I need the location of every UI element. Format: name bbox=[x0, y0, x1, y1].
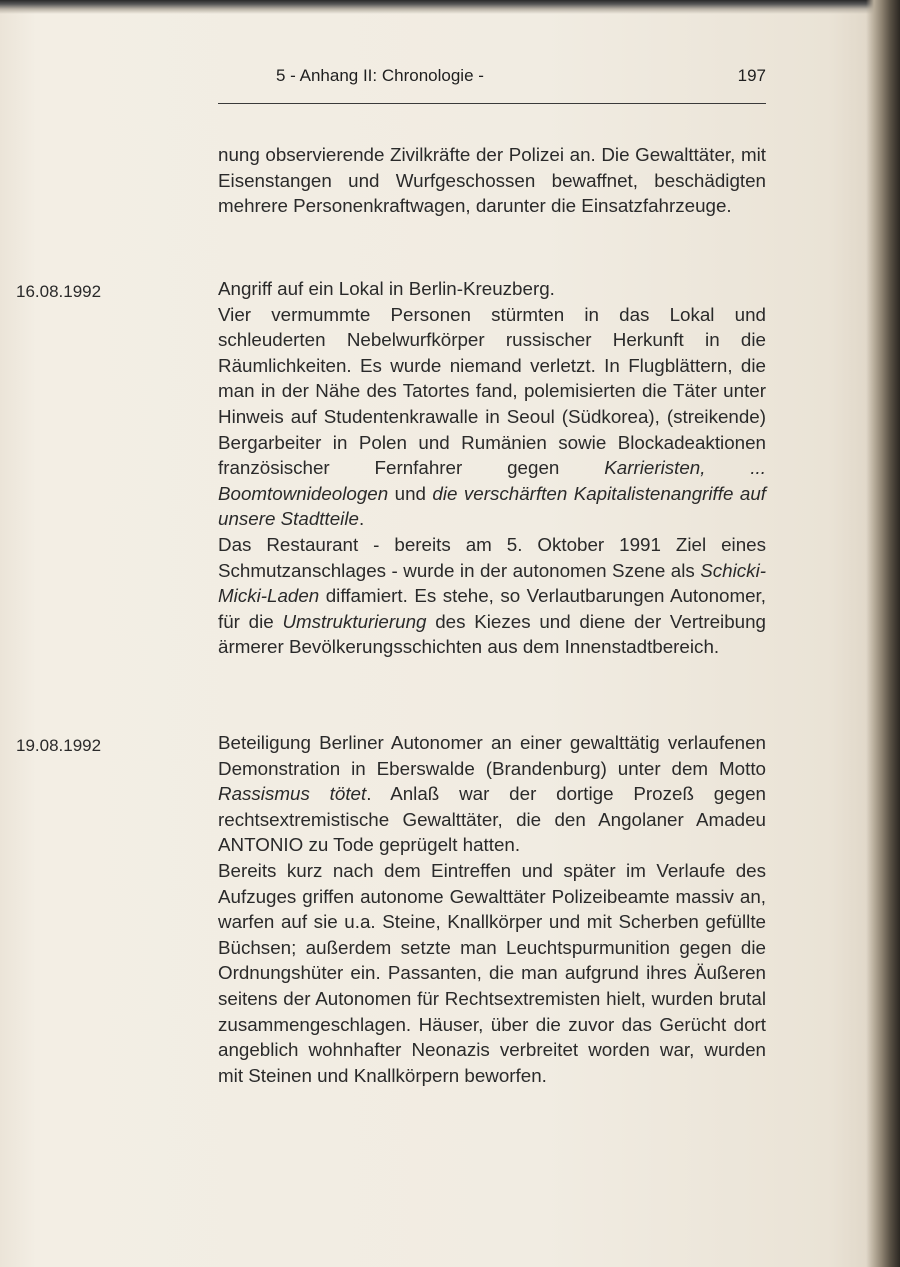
text-span: Beteiligung Berliner Autonomer an einer gewalttätig verlaufenen Demonstration in Eberswalde (Brandenburg) unter dem Motto bbox=[218, 732, 766, 779]
text-span: Vier vermummte Personen stürmten in das Lokal und schleuderten Nebelwurfkörper russischer Herkunft in die Räumlichkeiten. Es wurde niemand verletzt. In Flugblättern, die man in der Nähe des Tatortes fand, polemisierten die Täter unter Hinweis auf Studentenkrawalle in Seoul (Südkorea), (streikende) Bergarbeiter in Polen und Rumänien sowie Blockadeaktionen französischer Fernfahrer gegen bbox=[218, 303, 766, 479]
entry-paragraph: Bereits kurz nach dem Eintreffen und später im Verlaufe des Aufzuges griffen autonome Gewalttäter Polizeibeamte massiv an, warfen auf sie u.a. Steine, Knallkörper und mit Scherben gefüllte Büchsen; außerdem setzte man Leuchtspurmunition gegen die Ordnungshüter ein. Passanten, die man aufgrund ihres Äußeren seitens der Autonomen für Rechtsextremisten hielt, wurden brutal zusammengeschlagen. Häuser, über die zuvor das Gerücht dort angeblich wohnhafter Neonazis verbreitet worden war, wurden mit Steinen und Knallkörpern beworfen. bbox=[218, 859, 766, 1086]
italic-quote: Karrieristen, ... Boomtownideologen bbox=[218, 457, 766, 504]
page-top-shadow bbox=[0, 0, 900, 14]
running-header bbox=[218, 60, 766, 92]
entry-date: 19.08.1992 bbox=[16, 736, 102, 755]
header-title: 5 - Anhang II: Chronologie - bbox=[276, 66, 484, 85]
text-span: diffamiert. Es stehe, so Verlautbarungen Autonomer, für die bbox=[218, 585, 766, 632]
italic-quote: Umstrukturierung bbox=[282, 610, 427, 632]
entry-body bbox=[218, 276, 766, 660]
italic-quote: Rassismus tötet bbox=[218, 783, 367, 805]
continuation-block bbox=[218, 142, 766, 219]
entry-date: 16.08.1992 bbox=[16, 282, 102, 301]
entry-paragraph bbox=[218, 532, 766, 660]
italic-quote: die verschärften Kapitalistenangriffe auf unsere Stadtteile bbox=[218, 482, 766, 530]
text-span: . Anlaß war der dortige Prozeß gegen rechtsextremistische Gewalttäter, die den Angolaner Amadeu ANTONIO zu Tode geprügelt hatten. bbox=[218, 783, 766, 856]
entry-paragraph bbox=[218, 730, 766, 858]
entry-paragraph: Angriff auf ein Lokal in Berlin-Kreuzberg. bbox=[218, 278, 555, 299]
text-span: des Kiezes und diene der Vertreibung ärmerer Bevölkerungsschichten aus dem Innenstadtbereich. bbox=[218, 610, 766, 658]
continuation-paragraph: nung observierende Zivilkräfte der Polizei an. Die Gewalttäter, mit Eisenstangen und Wurfgeschossen bewaffnet, beschädigten mehrere Personenkraftwagen, darunter die Einsatzfahrzeuge. bbox=[218, 144, 766, 217]
italic-quote: Schicki-Micki-Laden bbox=[218, 559, 766, 607]
text-span: Das Restaurant - bereits am 5. Oktober 1991 Ziel eines Schmutzanschlages - wurde in der autonomen Szene als bbox=[218, 533, 766, 581]
text-span: und bbox=[388, 482, 433, 504]
entry-paragraph bbox=[218, 302, 766, 532]
page-number: 197 bbox=[737, 66, 766, 85]
book-spine-shadow bbox=[866, 0, 900, 1267]
text-span: . bbox=[358, 508, 365, 530]
header-rule bbox=[218, 103, 766, 104]
entry-body bbox=[218, 730, 766, 1088]
